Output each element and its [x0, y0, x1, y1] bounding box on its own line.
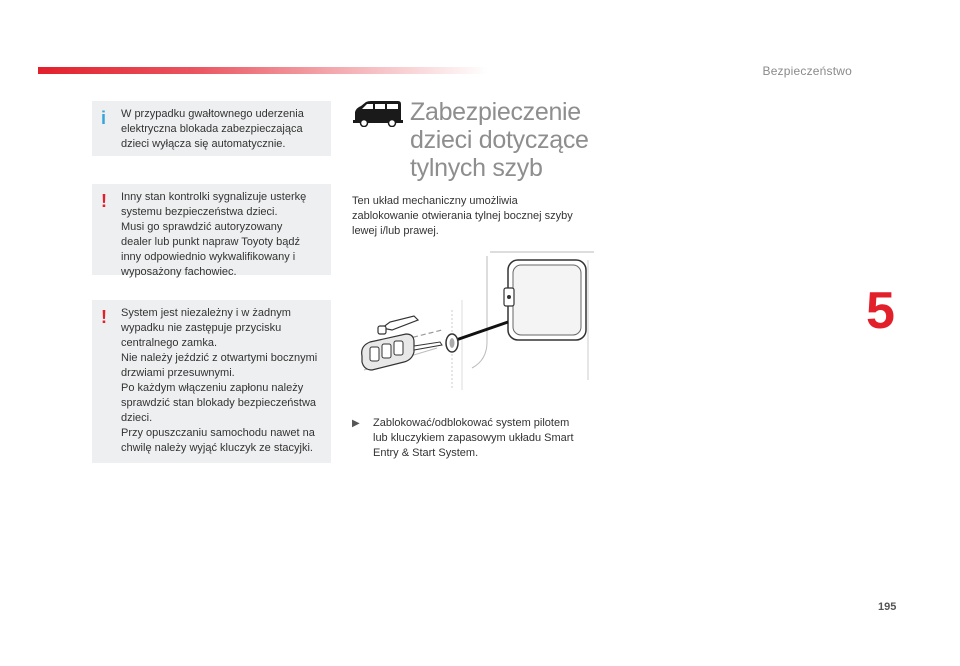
- intro-text: Ten układ mechaniczny umożliwia zablokowanie otwierania tylnej bocznej szyby lewej i/lub prawej.: [352, 195, 573, 237]
- page-number: 195: [878, 601, 897, 613]
- key-and-window-illustration: [352, 250, 594, 390]
- warning-note: [92, 184, 331, 278]
- bullet-arrow-icon: ▶: [352, 418, 360, 429]
- info-note: [92, 101, 331, 156]
- warning-note: [92, 300, 331, 463]
- note-text: Inny stan kontrolki sygnalizuje usterkę systemu bezpieczeństwa dzieci. Musi go sprawdzić autoryzowany dealer lub punkt napraw Toyoty bądź inny odpowiednio wykwalifikowany i wyposażony fachowiec.: [121, 191, 307, 278]
- header-accent-bar: [38, 67, 488, 74]
- warning-icon: !: [101, 307, 107, 327]
- warning-icon: !: [101, 191, 107, 211]
- instruction-text: Zablokować/odblokować system pilotem lub kluczykiem zapasowym układu Smart Entry & Start System.: [373, 417, 574, 459]
- instruction-item: [352, 416, 592, 461]
- chapter-number: 5: [866, 282, 895, 340]
- note-text: System jest niezależny i w żadnym wypadku nie zastępuje przycisku centralnego zamka. Nie należy jeździć z otwartymi bocznymi drzwiami przesuwnymi. Po każdym włączeniu zapłonu należy sprawdzić stan blokady bezpieczeństwa dzieci. Przy opuszczaniu samochodu nawet na chwilę należy wyjąć kluczyk ze stacyjki.: [121, 307, 318, 454]
- info-icon: i: [101, 108, 107, 128]
- section-header: Bezpieczeństwo: [762, 64, 852, 78]
- section-title: Zabezpieczenie dzieci dotyczące tylnych szyb: [410, 98, 589, 182]
- van-rear-window-icon: [352, 99, 404, 127]
- note-text: W przypadku gwałtownego uderzenia elektryczna blokada zabezpieczająca dzieci wyłącza się automatycznie.: [121, 108, 304, 150]
